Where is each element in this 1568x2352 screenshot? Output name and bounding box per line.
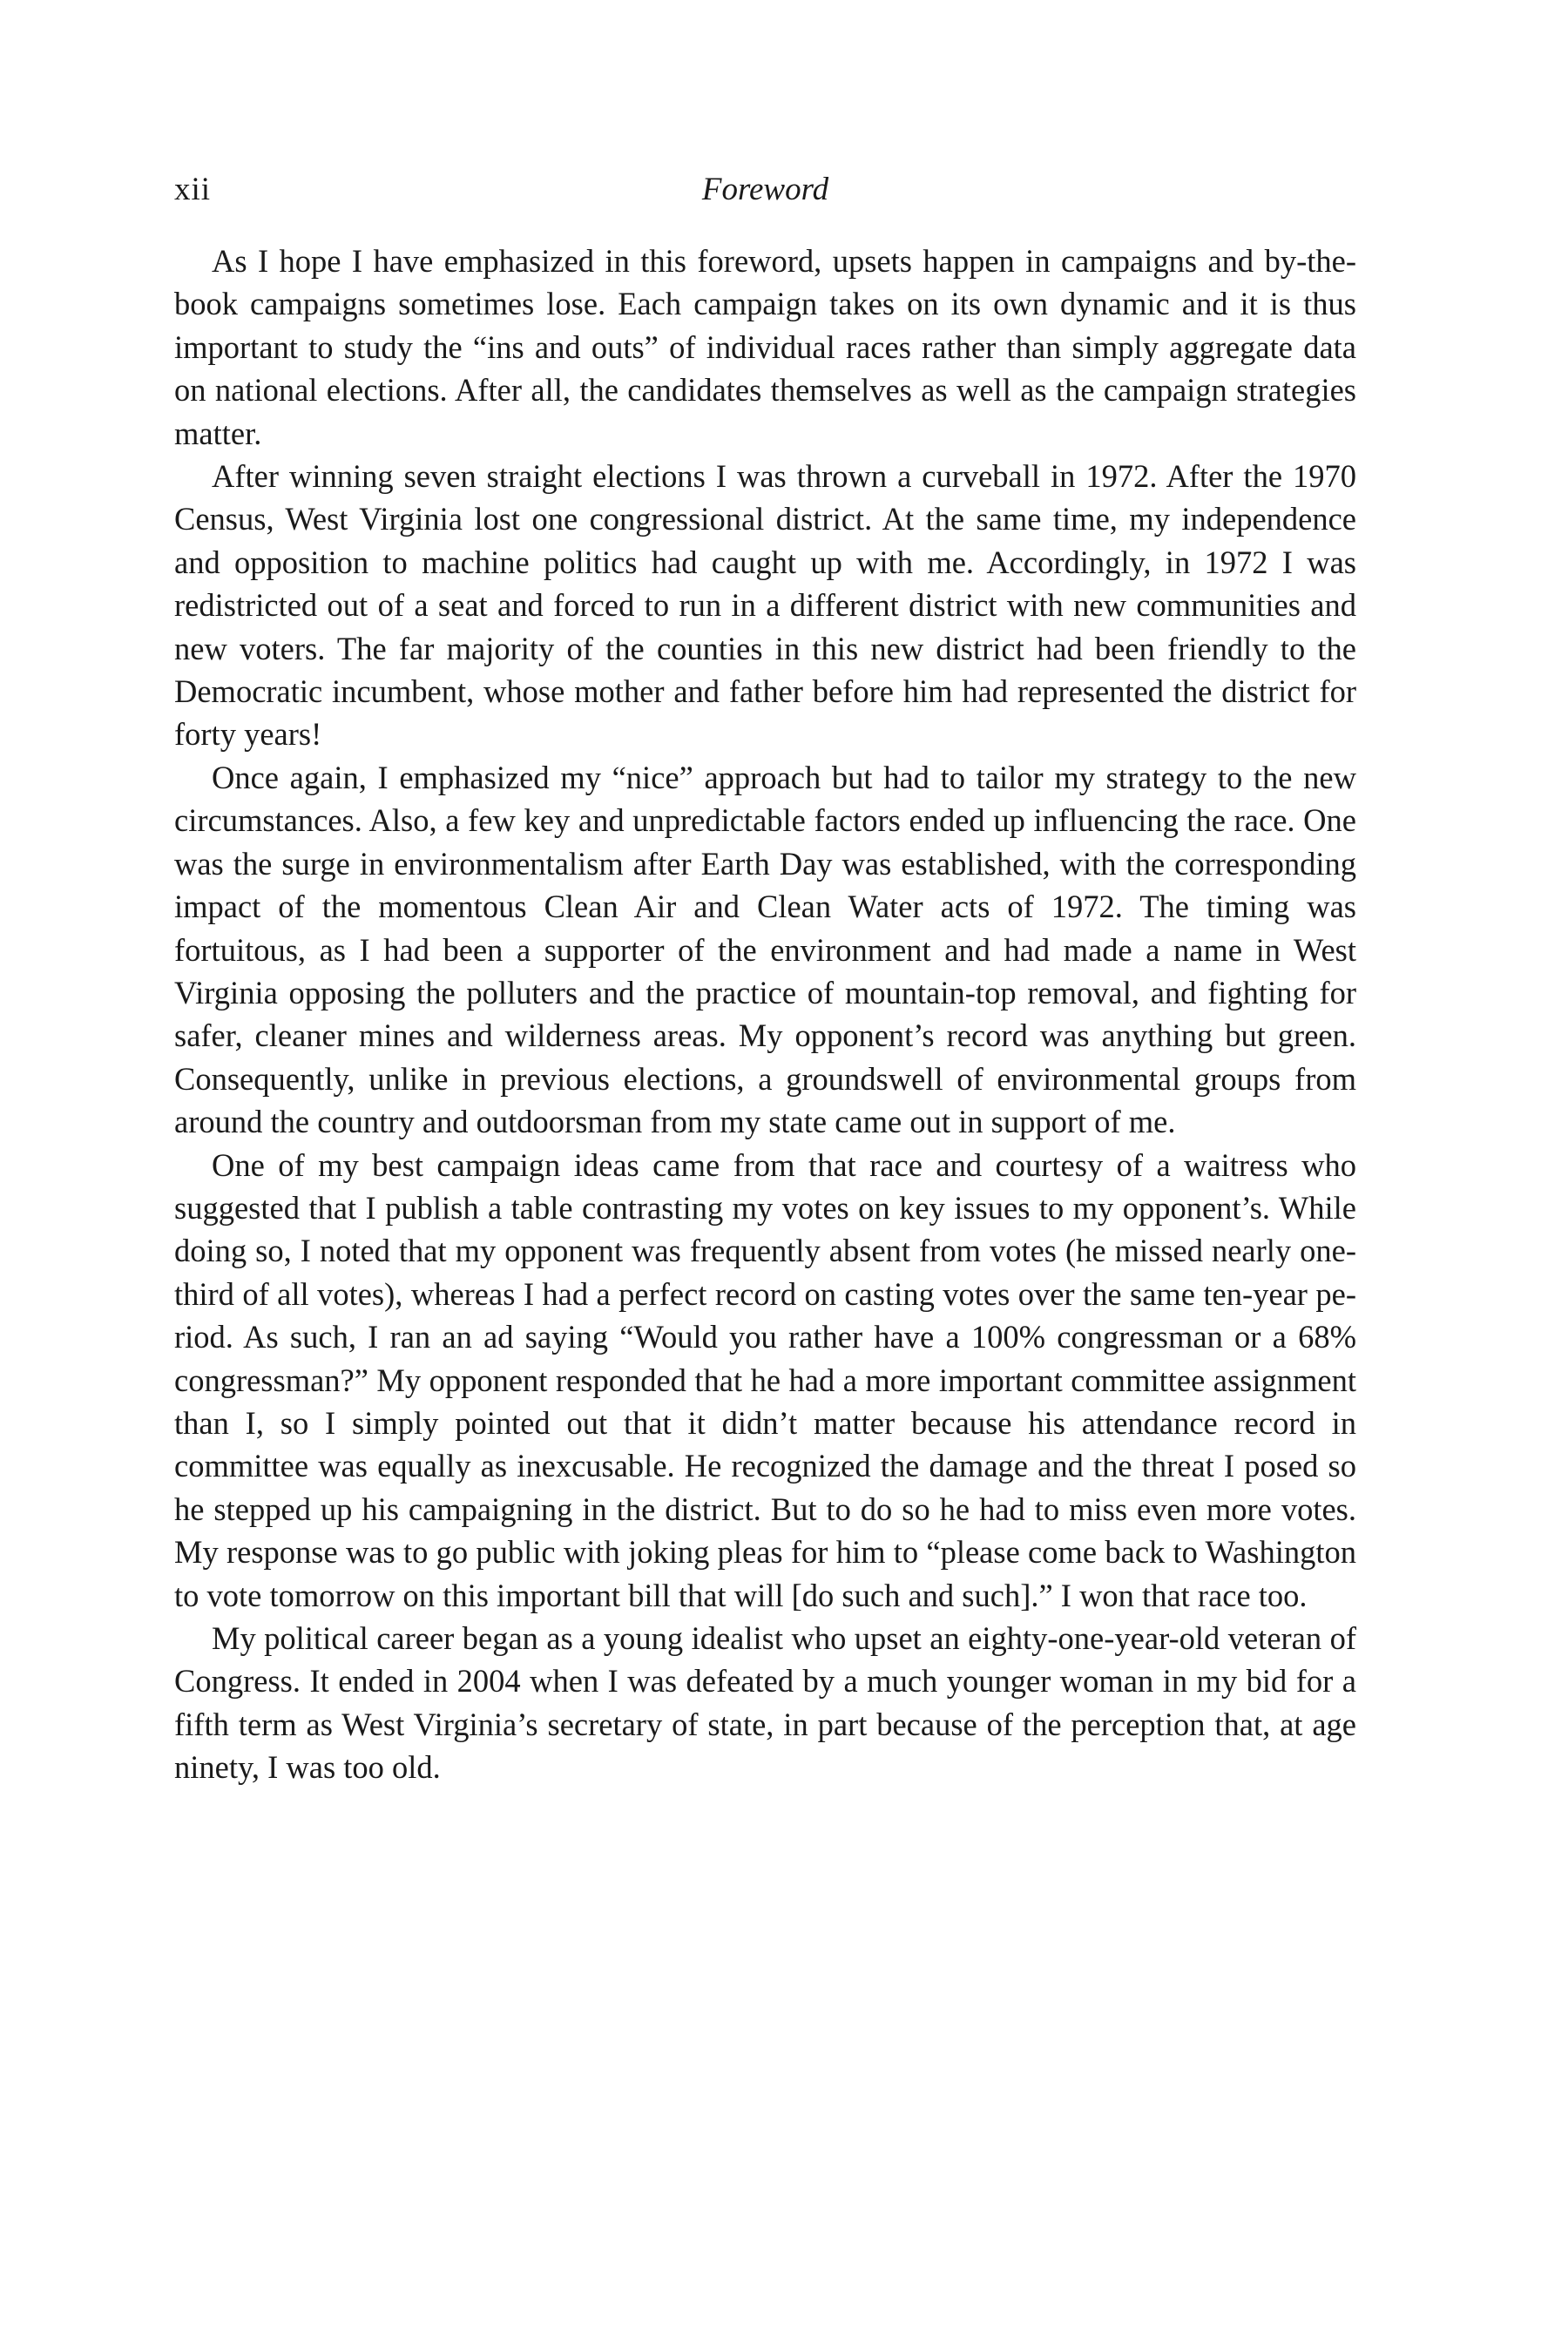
page-number: xii (174, 172, 212, 207)
paragraph: My political career began as a young idealist who upset an eighty-one-year-old veteran of Congress. It ended in 2004 when I was defeated by a much younger woman in my bid for a fifth term as West Virginia’s secretary of state, in part because of the perception that, at age ninety, I was too old. (174, 1620, 1356, 1786)
paragraph: As I hope I have emphasized in this foreword, upsets happen in campaigns and by-the-book campaigns sometimes lose. Each campaign takes on its own dynamic and it is thus important to study the “ins and outs” of individual races rather than simply aggregate data on national elections. After all, the candidates themselves as well as the campaign strategies matter. (174, 243, 1356, 451)
paragraph: After winning seven straight elections I was thrown a curveball in 1972. After the 1970 Census, West Virginia lost one congressional district. At the same time, my independence and opposition to machine politics had caught up with me. Accordingly, in 1972 I was redistricted out of a seat and forced to run in a different district with new communities and new voters. The far majority of the counties in this new district had been friendly to the Democratic incumbent, whose mother and father before him had represented the district for forty years! (174, 458, 1356, 753)
paragraph: One of my best campaign ideas came from that race and courtesy of a waitress who suggested that I publish a table contrasting my votes on key issues to my opponent’s. While doing so, I noted that my opponent was frequently absent from votes (he missed nearly one-third of all votes), whereas I had a perfect record on casting votes over the same ten-year period. As such, I ran an ad saying “Would you rather have a 100% congressman or a 68% congressman?” My opponent responded that he had a more important committee assignment than I, so I simply pointed out that it didn’t matter because his attendance record in committee was equally as inexcusable. He recognized the damage and the threat I posed so he stepped up his campaigning in the district. But to do so he had to miss even more votes. My response was to go public with joking pleas for him to “please come back to Washington to vote tomorrow on this important bill that will [do such and such].” I won that race too. (174, 1146, 1356, 1613)
body-text (174, 240, 1356, 1789)
paragraph: Once again, I emphasized my “nice” approach but had to tailor my strategy to the new circumstances. Also, a few key and unpredictable factors ended up influencing the race. One was the surge in environmentalism after Earth Day was established, with the corresponding impact of the momentous Clean Air and Clean Water acts of 1972. The timing was fortuitous, as I had been a supporter of the environment and had made a name in West Virginia opposing the polluters and the practice of mountain-top removal, and fighting for safer, cleaner mines and wilderness areas. My opponent’s record was anything but green. Consequently, unlike in previous elections, a groundswell of environmental groups from around the country and outdoorsman from my state came out in support of me. (174, 759, 1356, 1140)
running-title: Foreword (701, 172, 829, 207)
running-head (174, 171, 1356, 213)
